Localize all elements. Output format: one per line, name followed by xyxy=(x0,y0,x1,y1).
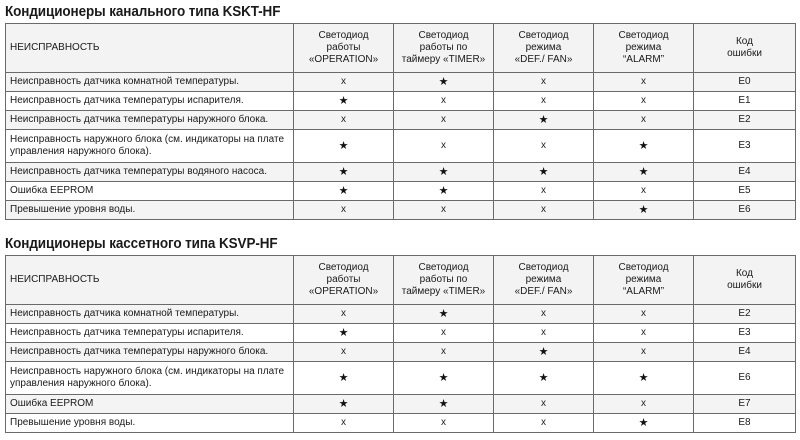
alarm-led-state: ★ xyxy=(594,130,694,163)
fault-name: Ошибка EEPROM xyxy=(6,182,294,201)
alarm-led-state: x xyxy=(594,73,694,92)
header-fault: НЕИСПРАВНОСТЬ xyxy=(6,256,294,305)
section-ksvp-hf xyxy=(5,234,795,429)
table-header-row xyxy=(6,24,796,73)
alarm-led-state: x xyxy=(594,182,694,201)
timer-led-state: x xyxy=(394,201,494,220)
error-code-table xyxy=(5,23,796,220)
error-code: E2 xyxy=(694,111,796,130)
def-fan-led-state: x xyxy=(494,324,594,343)
table-row xyxy=(6,201,796,220)
fault-name: Неисправность датчика комнатной температуры. xyxy=(6,305,294,324)
def-fan-led-state: ★ xyxy=(494,111,594,130)
alarm-led-state: x xyxy=(594,395,694,414)
table-row xyxy=(6,305,796,324)
def-fan-led-state: ★ xyxy=(494,163,594,182)
operation-led-state: ★ xyxy=(294,92,394,111)
def-fan-led-state: x xyxy=(494,201,594,220)
operation-led-state: ★ xyxy=(294,362,394,395)
table-row xyxy=(6,111,796,130)
fault-name: Неисправность датчика температуры испарителя. xyxy=(6,324,294,343)
table-row xyxy=(6,73,796,92)
fault-name: Неисправность датчика комнатной температуры. xyxy=(6,73,294,92)
error-code: E8 xyxy=(694,414,796,433)
fault-name: Превышение уровня воды. xyxy=(6,201,294,220)
table-row xyxy=(6,414,796,433)
alarm-led-state: x xyxy=(594,305,694,324)
operation-led-state: ★ xyxy=(294,324,394,343)
operation-led-state: x xyxy=(294,305,394,324)
def-fan-led-state: x xyxy=(494,395,594,414)
def-fan-led-state: x xyxy=(494,73,594,92)
fault-name: Неисправность датчика температуры испарителя. xyxy=(6,92,294,111)
section-title: Кондиционеры канального типа KSKT-HF xyxy=(5,4,281,20)
table-header-row xyxy=(6,256,796,305)
alarm-led-state: ★ xyxy=(594,163,694,182)
timer-led-state: ★ xyxy=(394,362,494,395)
header-timer-led: Светодиод работы по таймеру «TIMER» xyxy=(394,24,494,73)
fault-name: Ошибка EEPROM xyxy=(6,395,294,414)
def-fan-led-state: x xyxy=(494,305,594,324)
alarm-led-state: x xyxy=(594,324,694,343)
operation-led-state: ★ xyxy=(294,130,394,163)
header-error-code: Код ошибки xyxy=(694,256,796,305)
table-row xyxy=(6,92,796,111)
timer-led-state: ★ xyxy=(394,182,494,201)
def-fan-led-state: x xyxy=(494,414,594,433)
operation-led-state: x xyxy=(294,201,394,220)
fault-name: Неисправность датчика температуры наружного блока. xyxy=(6,111,294,130)
fault-name: Неисправность наружного блока (см. индикаторы на плате управления наружного блока). xyxy=(6,362,294,395)
timer-led-state: x xyxy=(394,324,494,343)
operation-led-state: x xyxy=(294,73,394,92)
operation-led-state: ★ xyxy=(294,395,394,414)
def-fan-led-state: x xyxy=(494,182,594,201)
error-code: E3 xyxy=(694,324,796,343)
def-fan-led-state: ★ xyxy=(494,343,594,362)
table-row xyxy=(6,362,796,395)
header-operation-led: Светодиод работы «OPERATION» xyxy=(294,24,394,73)
header-error-code: Код ошибки xyxy=(694,24,796,73)
alarm-led-state: ★ xyxy=(594,362,694,395)
timer-led-state: ★ xyxy=(394,73,494,92)
error-code: E6 xyxy=(694,201,796,220)
alarm-led-state: x xyxy=(594,343,694,362)
error-code: E7 xyxy=(694,395,796,414)
def-fan-led-state: x xyxy=(494,130,594,163)
error-code: E4 xyxy=(694,163,796,182)
operation-led-state: ★ xyxy=(294,163,394,182)
operation-led-state: x xyxy=(294,343,394,362)
operation-led-state: ★ xyxy=(294,182,394,201)
table-row xyxy=(6,130,796,163)
header-def-fan-led: Светодиод режима «DEF./ FAN» xyxy=(494,24,594,73)
def-fan-led-state: ★ xyxy=(494,362,594,395)
header-alarm-led: Светодиод режима “ALARM” xyxy=(594,256,694,305)
error-code: E2 xyxy=(694,305,796,324)
header-operation-led: Светодиод работы «OPERATION» xyxy=(294,256,394,305)
table-row xyxy=(6,163,796,182)
fault-name: Неисправность датчика температуры наружного блока. xyxy=(6,343,294,362)
alarm-led-state: ★ xyxy=(594,414,694,433)
section-kskt-hf xyxy=(5,2,795,216)
table-row xyxy=(6,343,796,362)
header-fault: НЕИСПРАВНОСТЬ xyxy=(6,24,294,73)
header-alarm-led: Светодиод режима “ALARM” xyxy=(594,24,694,73)
timer-led-state: ★ xyxy=(394,395,494,414)
alarm-led-state: x xyxy=(594,111,694,130)
error-code: E3 xyxy=(694,130,796,163)
alarm-led-state: x xyxy=(594,92,694,111)
error-code: E6 xyxy=(694,362,796,395)
timer-led-state: x xyxy=(394,130,494,163)
error-code: E1 xyxy=(694,92,796,111)
error-code-table xyxy=(5,255,796,433)
error-code: E4 xyxy=(694,343,796,362)
operation-led-state: x xyxy=(294,111,394,130)
section-title: Кондиционеры кассетного типа KSVP-HF xyxy=(5,236,278,252)
table-row xyxy=(6,395,796,414)
operation-led-state: x xyxy=(294,414,394,433)
timer-led-state: ★ xyxy=(394,163,494,182)
timer-led-state: x xyxy=(394,414,494,433)
alarm-led-state: ★ xyxy=(594,201,694,220)
timer-led-state: x xyxy=(394,111,494,130)
table-row xyxy=(6,182,796,201)
timer-led-state: x xyxy=(394,92,494,111)
error-code: E5 xyxy=(694,182,796,201)
header-def-fan-led: Светодиод режима «DEF./ FAN» xyxy=(494,256,594,305)
header-timer-led: Светодиод работы по таймеру «TIMER» xyxy=(394,256,494,305)
table-row xyxy=(6,324,796,343)
def-fan-led-state: x xyxy=(494,92,594,111)
error-code: E0 xyxy=(694,73,796,92)
fault-name: Неисправность наружного блока (см. индикаторы на плате управления наружного блока). xyxy=(6,130,294,163)
fault-name: Превышение уровня воды. xyxy=(6,414,294,433)
timer-led-state: ★ xyxy=(394,305,494,324)
fault-name: Неисправность датчика температуры водяного насоса. xyxy=(6,163,294,182)
timer-led-state: x xyxy=(394,343,494,362)
